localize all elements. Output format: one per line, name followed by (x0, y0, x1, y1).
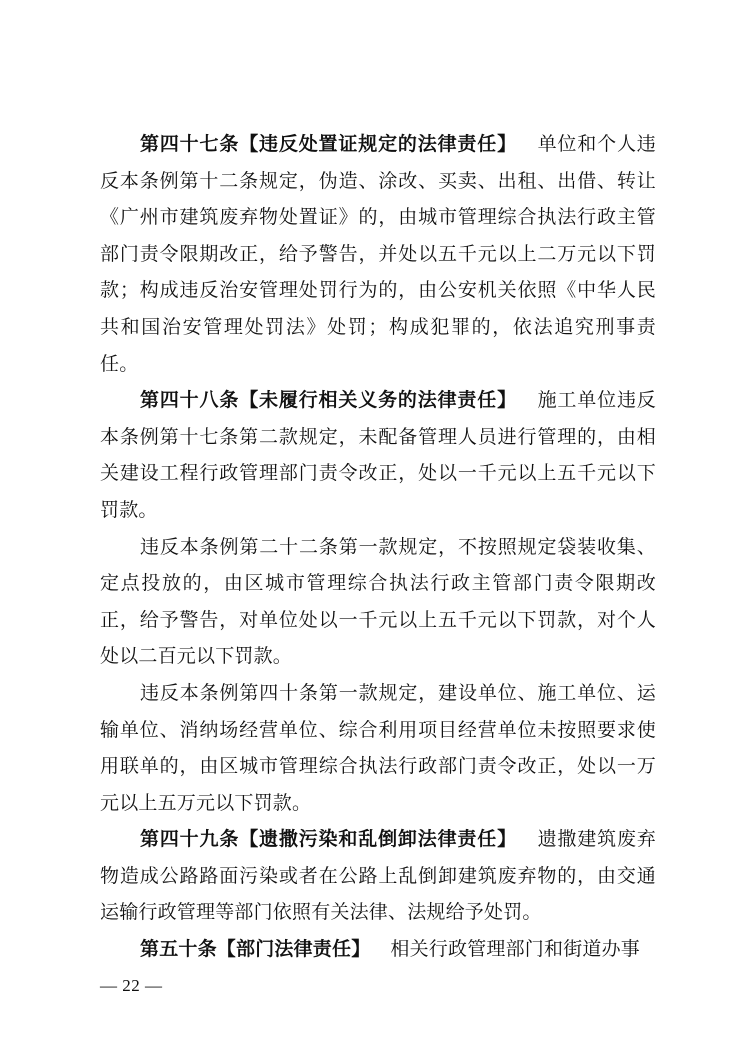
article-50 (100, 931, 656, 968)
article-text: 违反本条例第二十二条第一款规定，不按照规定袋装收集、定点投放的，由区城市管理综合执法行政主管部门责令限期改正，给予警告，对单位处以一千元以上五千元以下罚款，对个人处以二百元以下罚款。 (100, 535, 656, 668)
article-heading: 第四十八条【未履行相关义务的法律责任】 (140, 389, 517, 412)
article-47 (100, 126, 656, 382)
article-49 (100, 821, 656, 931)
article-heading: 第五十条【部门法律责任】 (140, 938, 371, 961)
article-text: 施工单位违反本条例第十七条第二款规定，未配备管理人员进行管理的，由相关建设工程行政管理部门责令改正，处以一千元以上五千元以下罚款。 (100, 389, 656, 521)
article-48 (100, 382, 656, 528)
article-text: 单位和个人违反本条例第十二条规定，伪造、涂改、买卖、出租、出借、转让《广州市建筑废弃物处置证》的，由城市管理综合执法行政主管部门责令限期改正，给予警告，并处以五千元以上二万元以下罚款；构成违反治安管理处罚行为的，由公安机关依照《中华人民共和国治安管理处罚法》处罚；构成犯罪的，依法追究刑事责任。 (100, 133, 656, 375)
page-number: — 22 — (100, 976, 163, 995)
article-heading: 第四十七条【违反处置证规定的法律责任】 (140, 133, 517, 155)
article-heading: 第四十九条【遗撒污染和乱倒卸法律责任】 (140, 828, 517, 851)
article-text: 违反本条例第四十条第一款规定，建设单位、施工单位、运输单位、消纳场经营单位、综合利用项目经营单位未按照要求使用联单的，由区城市管理综合执法行政部门责令改正，处以一万元以上五万元以下罚款。 (100, 681, 656, 814)
document-body (100, 126, 656, 968)
article-text: 遗撒建筑废弃物造成公路路面污染或者在公路上乱倒卸建筑废弃物的，由交通运输行政管理等部门依照有关法律、法规给予处罚。 (100, 828, 656, 924)
article-48-paragraph-2 (100, 529, 656, 675)
article-text: 相关行政管理部门和街道办事 (390, 938, 641, 961)
article-48-paragraph-3 (100, 675, 656, 821)
